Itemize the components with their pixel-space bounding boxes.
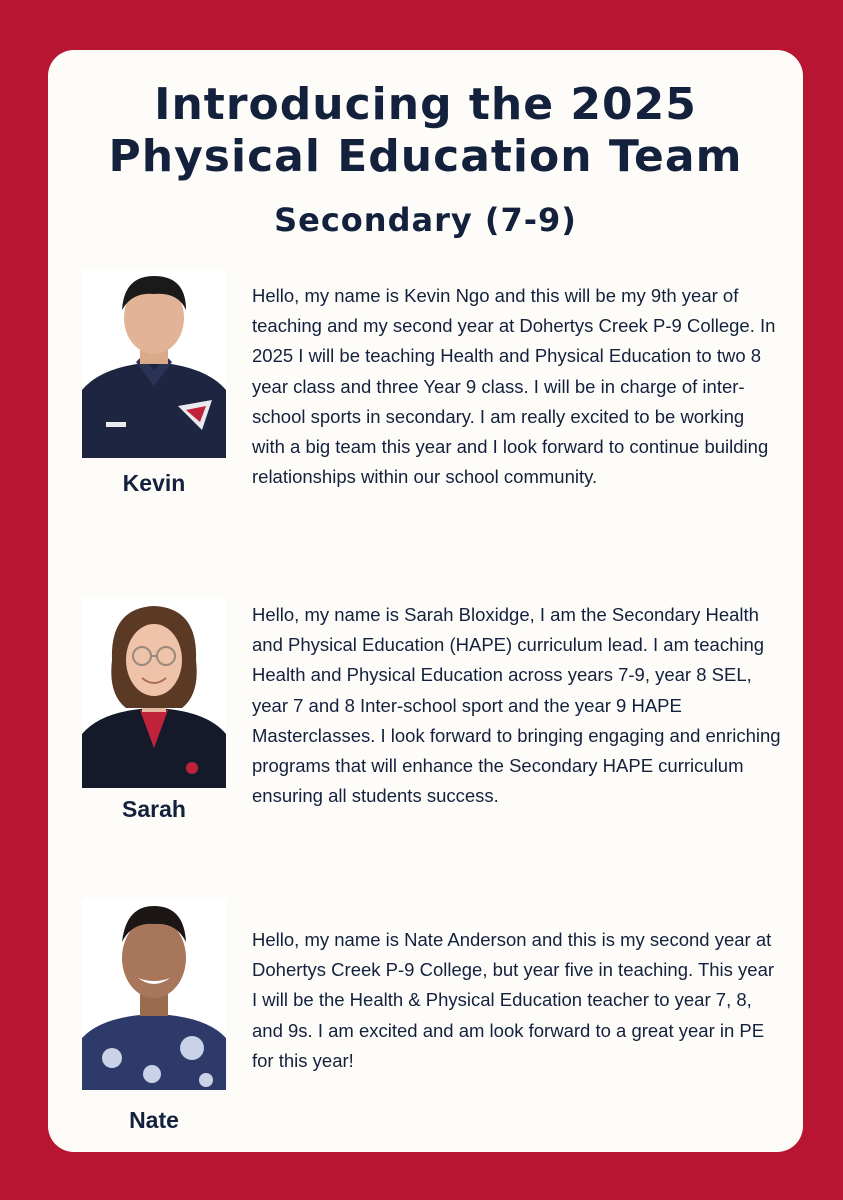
nate-name: Nate: [129, 1107, 179, 1133]
sarah-bio: Hello, my name is Sarah Bloxidge, I am the Secondary Health and Physical Education (HAPE) curriculum lead. I am teaching Health and Physical Education across years 7-9, year 8 SEL, year 7 and 8 Inter-school sport and the year 9 HAPE Masterclasses. I look forward to bringing engaging and enriching programs that will enhance the Secondary HAPE curriculum ensuring all students success.: [252, 604, 781, 807]
sarah-name: Sarah: [122, 796, 186, 822]
kevin-bio: Hello, my name is Kevin Ngo and this will be my 9th year of teaching and my second year at Dohertys Creek P-9 College. In 2025 I will be teaching Health and Physical Education to two 8 year class and three Year 9 class. I will be in charge of inter-school sports in secondary. I am really excited to be working with a big team this year and I look forward to continue building relationships within our school community.: [252, 285, 776, 488]
kevin-name: Kevin: [122, 470, 186, 496]
page-subtitle: Secondary (7-9): [274, 201, 577, 239]
kevin-photo: [82, 270, 226, 458]
sarah-photo: [82, 598, 226, 788]
page-title-line-2: Physical Education Team: [108, 131, 743, 182]
nate-bio: Hello, my name is Nate Anderson and this is my second year at Dohertys Creek P-9 College, but year five in teaching. This year I will be the Health & Physical Education teacher to year 7, 8, and 9s. I am excited and am look forward to a great year in PE for this year!: [252, 929, 775, 1071]
nate-photo: [82, 898, 226, 1090]
page-title-line-1: Introducing the 2025: [154, 79, 697, 130]
profile-card: [48, 50, 803, 1152]
